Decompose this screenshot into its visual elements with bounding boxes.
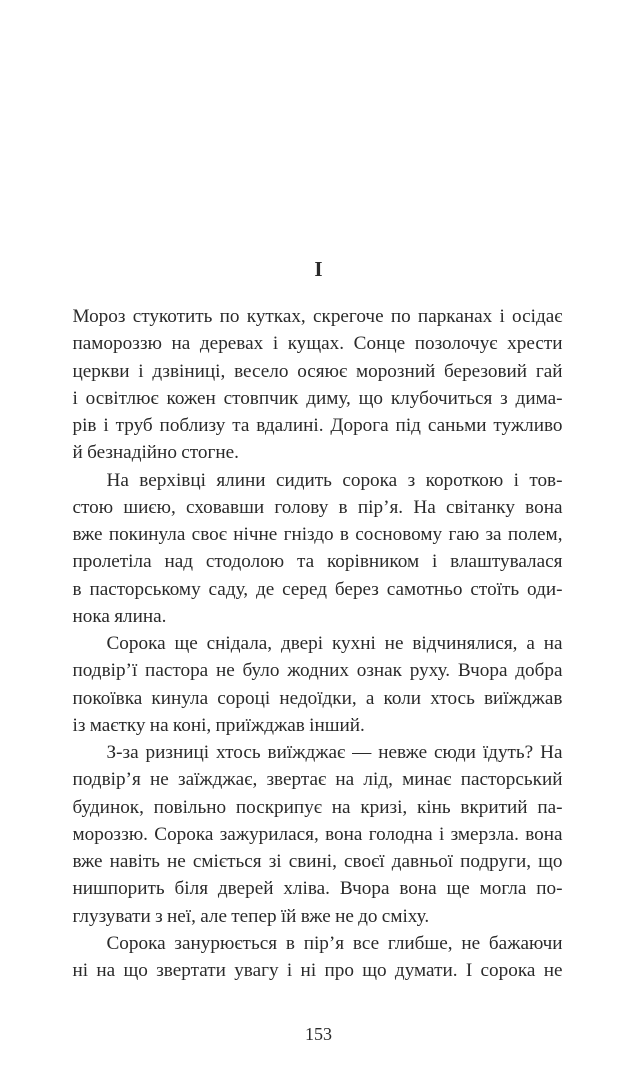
text-line: На верхівці ялини сидить сорока з короткою і тов- — [106, 469, 563, 491]
text-line: в пасторському саду, де серед берез самотньо стоїть оди- — [72, 578, 563, 600]
text-line: нишпорить біля дверей хліва. Вчора вона ще могла по- — [72, 878, 563, 900]
text-line: покоївка кинула сороці недоїдки, а коли хтось виїжджав — [72, 687, 563, 709]
paragraph — [73, 930, 563, 985]
text-line: рів і труб поблизу та вдалині. Дорога під саньми тужливо — [72, 415, 563, 436]
text-line: пролетіла над стодолою та корівником і влаштувалася — [72, 551, 563, 573]
paragraph — [73, 303, 563, 467]
text-line: мороззю. Сорока зажурилася, вона голодна і змерзла. вона — [72, 823, 563, 845]
text-line: будинок, повільно поскрипує на кризі, кінь вкритий па- — [72, 796, 563, 818]
page-number: 153 — [305, 1024, 332, 1045]
text-line: З-за ризниці хтось виїжджає — невже сюди їдуть? На — [106, 742, 563, 763]
text-line: Мороз стукотить по кутках, скрегоче по парканах і осідає — [72, 306, 563, 327]
body-text — [73, 303, 563, 984]
text-line: нока ялина. — [72, 605, 167, 627]
text-line: памороззю на деревах і кущах. Сонце позолочує хрести — [72, 333, 563, 355]
text-line: і освітлює кожен стовпчик диму, що клубочиться з дима- — [72, 387, 563, 409]
text-line: ні на що звертати увагу і ні про що думати. І сорока не — [72, 960, 563, 981]
paragraph — [73, 739, 563, 930]
text-line: церкви і дзвіниці, весело осяює морозний березовий гай — [72, 360, 563, 382]
paragraph — [73, 467, 563, 631]
text-line: Сорока занурюється в пір’я все глибше, не бажаючи — [106, 932, 563, 954]
text-line: вже покинула своє нічне гніздо в сосновому гаю за полем, — [72, 524, 563, 545]
paragraph — [73, 630, 563, 739]
text-line: глузувати з неї, але тепер їй вже не до сміху. — [72, 905, 430, 927]
chapter-heading: I — [314, 257, 323, 281]
text-line: Сорока ще снідала, двері кухні не відчинялися, а на — [106, 633, 563, 654]
text-line: вже навіть не сміється зі свині, своєї давньої подруги, що — [72, 851, 563, 872]
text-line: й безнадійно стогне. — [72, 442, 239, 464]
text-line: із маєтку на коні, приїжджав інший. — [72, 714, 365, 736]
text-line: подвір’ї пастора не було жодних ознак руху. Вчора добра — [72, 660, 563, 682]
text-line: подвір’я не заїжджає, звертає на лід, минає пасторський — [72, 769, 563, 791]
text-line: стою шиєю, сховавши голову в пір’я. На світанку вона — [72, 496, 563, 518]
